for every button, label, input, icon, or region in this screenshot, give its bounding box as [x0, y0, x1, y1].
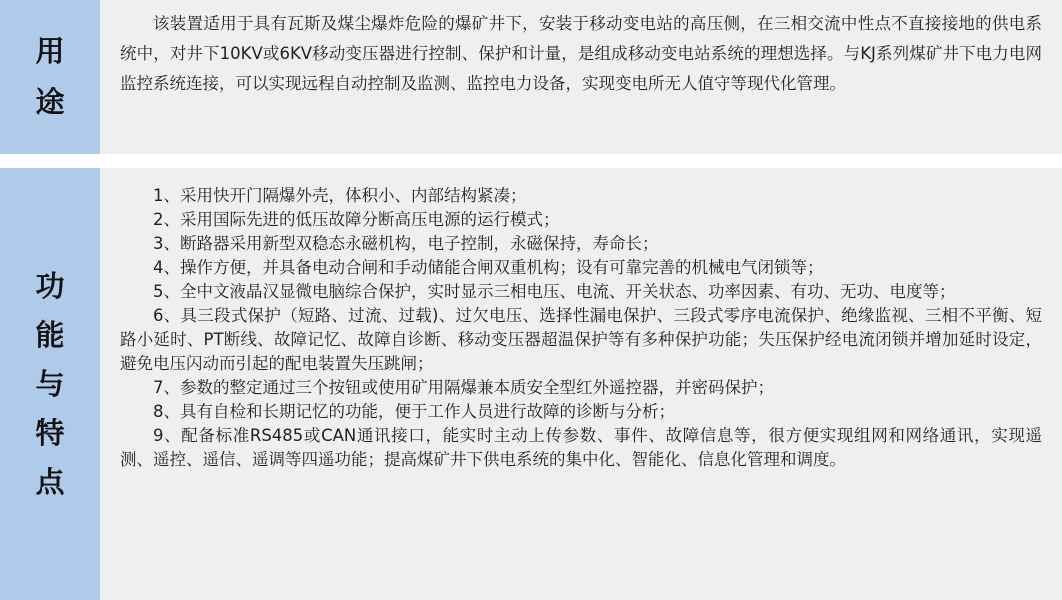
feature-item: 7、参数的整定通过三个按钮或使用矿用隔爆兼本质安全型红外遥控器，并密码保护；	[153, 378, 774, 397]
features-section	[0, 168, 1062, 600]
feature-item: 6、具三段式保护（短路、过流、过载)、过欠电压、选择性漏电保护、三段式零序电流保护、绝缘监视、三相不平衡、短路小延时、PT断线、故障记忆、故障自诊断、移动变压器超温保护等有多种保护功能；失压保护经电流闭锁并增加延时设定，避免电压闪动而引起的配电装置失压跳闸；	[120, 306, 1042, 373]
usage-paragraph: 该装置适用于具有瓦斯及煤尘爆炸危险的爆矿井下，安装于移动变电站的高压侧，在三相交流中性点不直接接地的供电系统中，对井下10KV或6KV移动变压器进行控制、保护和计量，是组成移动变电站系统的理想选择。与KJ系列煤矿井下电力电网监控系统连接，可以实现远程自动控制及监测、监控电力设备，实现变电所无人值守等现代化管理。	[120, 14, 1042, 93]
feature-item: 3、断路器采用新型双稳态永磁机构，电子控制，永磁保持，寿命长；	[153, 234, 659, 253]
feature-item: 2、采用国际先进的低压故障分断高压电源的运行模式；	[153, 210, 560, 229]
features-heading-char: 能	[35, 317, 65, 352]
feature-item: 4、操作方便，并具备电动合闸和手动储能合闸双重机构；设有可靠完善的机械电气闭锁等；	[153, 258, 824, 277]
section-divider	[0, 154, 1062, 168]
features-heading-char: 与	[35, 366, 65, 401]
usage-section	[0, 0, 1062, 154]
features-heading-char: 功	[35, 268, 65, 303]
feature-item: 1、采用快开门隔爆外壳，体积小、内部结构紧凑；	[153, 186, 527, 205]
features-heading-char: 特	[35, 415, 65, 450]
features-body	[100, 168, 1062, 600]
feature-item: 5、全中文液晶汉显微电脑综合保护，实时显示三相电压、电流、开关状态、功率因素、有功、无功、电度等；	[153, 282, 956, 301]
feature-item: 9、配备标准RS485或CAN通讯接口，能实时主动上传参数、事件、故障信息等，很方便实现组网和网络通讯，实现遥测、遥控、遥信、遥调等四遥功能；提高煤矿井下供电系统的集中化、智能化、信息化管理和调度。	[120, 426, 1042, 469]
usage-heading	[0, 0, 100, 154]
usage-body	[100, 0, 1062, 154]
features-heading-char: 点	[35, 464, 65, 499]
feature-item: 8、具有自检和长期记忆的功能，便于工作人员进行故障的诊断与分析；	[153, 402, 675, 421]
usage-heading-char: 途	[35, 85, 65, 119]
features-heading	[0, 168, 100, 600]
usage-heading-char: 用	[35, 34, 65, 68]
